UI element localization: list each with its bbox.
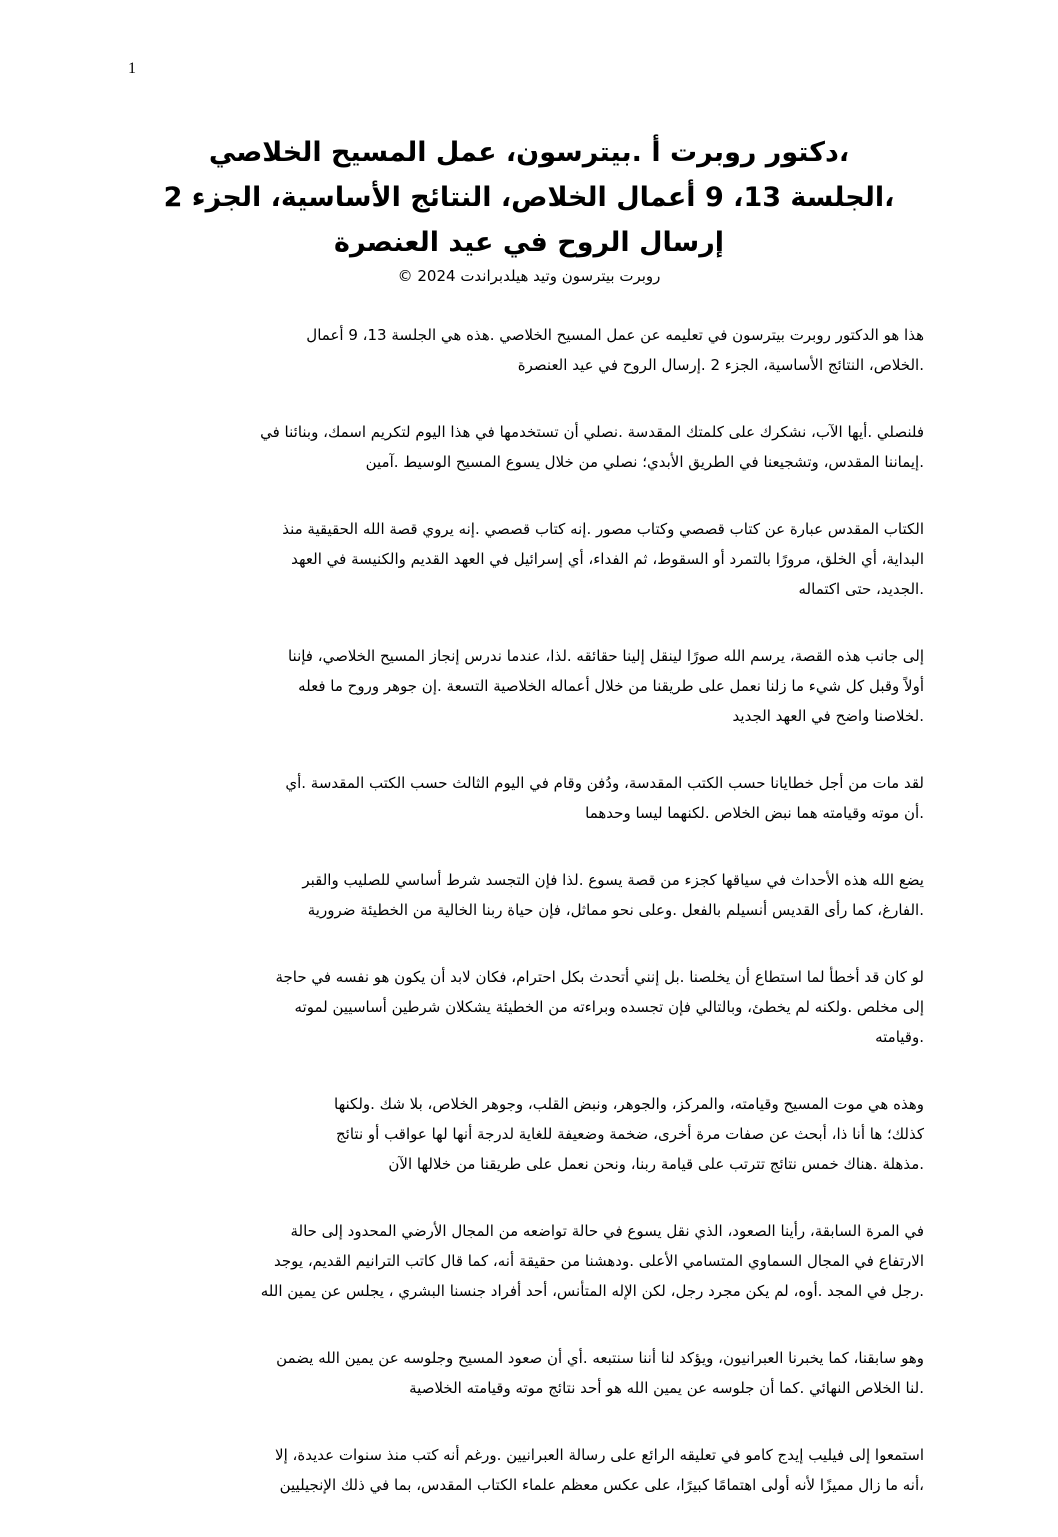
paragraph-1 bbox=[138, 320, 924, 380]
document-body bbox=[138, 320, 924, 1537]
copyright-line: روبرت بيترسون وتيد هيلدبراندت 2024 © bbox=[397, 267, 661, 285]
paragraph-line: الارتفاع في المجال السماوي المتسامي الأعلى .ودهشنا من حقيقة أنه، كما قال كاتب الترانيم القديم، يوجد bbox=[274, 1252, 924, 1270]
paragraph-line: .الفارغ، كما رأى القديس أنسيلم بالفعل .وعلى نحو مماثل، فإن حياة ربنا الخالية من الخطيئة ضرورية bbox=[307, 901, 924, 919]
paragraph-line: وهذه هي موت المسيح وقيامته، والمركز، والجوهر، ونبض القلب، وجوهر الخلاص، بلا شك .ولكنها bbox=[334, 1095, 924, 1113]
paragraph-line: يضع الله هذه الأحداث في سياقها كجزء من قصة يسوع .لذا فإن التجسد شرط أساسي للصليب والقبر bbox=[302, 871, 924, 889]
title-line-2: ،الجلسة 13، 9 أعمال الخلاص، النتائج الأساسية، الجزء 2 bbox=[163, 182, 895, 213]
paragraph-line: فلنصلي .أيها الآب، نشكرك على كلمتك المقدسة .نصلي أن تستخدمها في هذا اليوم لتكريم اسمك، وبنائنا في bbox=[260, 423, 924, 441]
paragraph-line: .رجل في المجد .أوه، لم يكن مجرد رجل، لكن الإله المتأنس، أحد أفراد جنسنا البشري ، يجلس عن يمين الله bbox=[260, 1282, 924, 1300]
paragraph-line: أولاً وقبل كل شيء ما زلنا نعمل على طريقنا من خلال أعماله الخلاصية التسعة .إن جوهر وروح ما فعله bbox=[298, 677, 924, 695]
paragraph-9 bbox=[138, 1216, 924, 1306]
paragraph-line: ،أنه ما زال مميزًا لأنه أولى اهتمامًا كبيرًا، على عكس معظم علماء الكتاب المقدس، بما في ذلك الإنجيليين bbox=[279, 1476, 924, 1494]
paragraph-3 bbox=[138, 514, 924, 604]
paragraph-6 bbox=[138, 865, 924, 925]
paragraph-line: .أن موته وقيامته هما نبض الخلاص .لكنهما ليسا وحدهما bbox=[585, 804, 924, 822]
paragraph-line: .لنا الخلاص النهائي .كما أن جلوسه عن يمين الله هو أحد نتائج موته وقيامته الخلاصية bbox=[409, 1379, 924, 1397]
paragraph-line: البداية، أي الخلق، مرورًا بالتمرد أو السقوط، ثم الفداء، أي إسرائيل في العهد القديم والكنيسة في العهد bbox=[291, 550, 924, 568]
title-line-1: ،دكتور روبرت أ .بيترسون، عمل المسيح الخلاصي bbox=[208, 137, 850, 168]
paragraph-line: وهو سابقنا، كما يخبرنا العبرانيون، ويؤكد لنا أننا سنتبعه .أي أن صعود المسيح وجلوسه عن يمين الله يضمن bbox=[276, 1349, 924, 1367]
paragraph-11 bbox=[138, 1440, 924, 1500]
paragraph-line: في المرة السابقة، رأينا الصعود، الذي نقل يسوع في حالة تواضعه من المجال الأرضي المحدود إلى حالة bbox=[290, 1222, 924, 1240]
paragraph-7 bbox=[138, 962, 924, 1052]
paragraph-line: إلى جانب هذه القصة، يرسم الله صورًا لينقل إلينا حقائقه .لذا، عندما ندرس إنجاز المسيح الخلاصي، فإننا bbox=[287, 647, 924, 665]
title-line-3: إرسال الروح في عيد العنصرة bbox=[334, 227, 724, 258]
paragraph-8 bbox=[138, 1089, 924, 1179]
page-number: 1 bbox=[128, 60, 136, 77]
paragraph-line: .إيماننا المقدس، وتشجيعنا في الطريق الأبدي؛ نصلي من خلال يسوع المسيح الوسيط .آمين bbox=[365, 453, 924, 471]
paragraph-line: لو كان قد أخطأ لما استطاع أن يخلصنا .بل إنني أتحدث بكل احترام، فكان لابد أن يكون هو نفسه في حاجة bbox=[275, 968, 924, 986]
paragraph-2 bbox=[138, 417, 924, 477]
paragraph-line: كذلك؛ ها أنا ذا، أبحث عن صفات مرة أخرى، ضخمة وضعيفة للغاية لدرجة أنها لها عواقب أو نتائج bbox=[336, 1125, 924, 1143]
paragraph-line: .الخلاص، النتائج الأساسية، الجزء 2 .إرسال الروح في عيد العنصرة bbox=[517, 356, 924, 374]
paragraph-line: هذا هو الدكتور روبرت بيترسون في تعليمه عن عمل المسيح الخلاصي .هذه هي الجلسة 13، 9 أعمال bbox=[306, 326, 924, 344]
paragraph-10 bbox=[138, 1343, 924, 1403]
document-header bbox=[150, 130, 908, 287]
paragraph-line: .وقيامته bbox=[875, 1028, 924, 1046]
paragraph-4 bbox=[138, 641, 924, 731]
paragraph-line: الكتاب المقدس عبارة عن كتاب قصصي وكتاب مصور .إنه كتاب قصصي .إنه يروي قصة الله الحقيقية منذ bbox=[282, 520, 924, 538]
paragraph-line: استمعوا إلى فيليب إيدج كامو في تعليقه الرائع على رسالة العبرانيين .ورغم أنه كتب منذ سنوات عديدة، إلا bbox=[275, 1446, 924, 1464]
paragraph-line: .الجديد، حتى اكتماله bbox=[798, 580, 924, 598]
paragraph-5 bbox=[138, 768, 924, 828]
paragraph-line: لقد مات من أجل خطايانا حسب الكتب المقدسة، ودُفن وقام في اليوم الثالث حسب الكتب المقدسة .أي bbox=[285, 774, 924, 792]
paragraph-line: .مذهلة .هناك خمس نتائج تترتب على قيامة ربنا، ونحن نعمل على طريقنا من خلالها الآن bbox=[388, 1155, 924, 1173]
paragraph-line: إلى مخلص .ولكنه لم يخطئ، وبالتالي فإن تجسده وبراءته من الخطيئة يشكلان شرطين أساسيين لموته bbox=[294, 998, 924, 1016]
paragraph-line: .لخلاصنا واضح في العهد الجديد bbox=[732, 707, 924, 725]
